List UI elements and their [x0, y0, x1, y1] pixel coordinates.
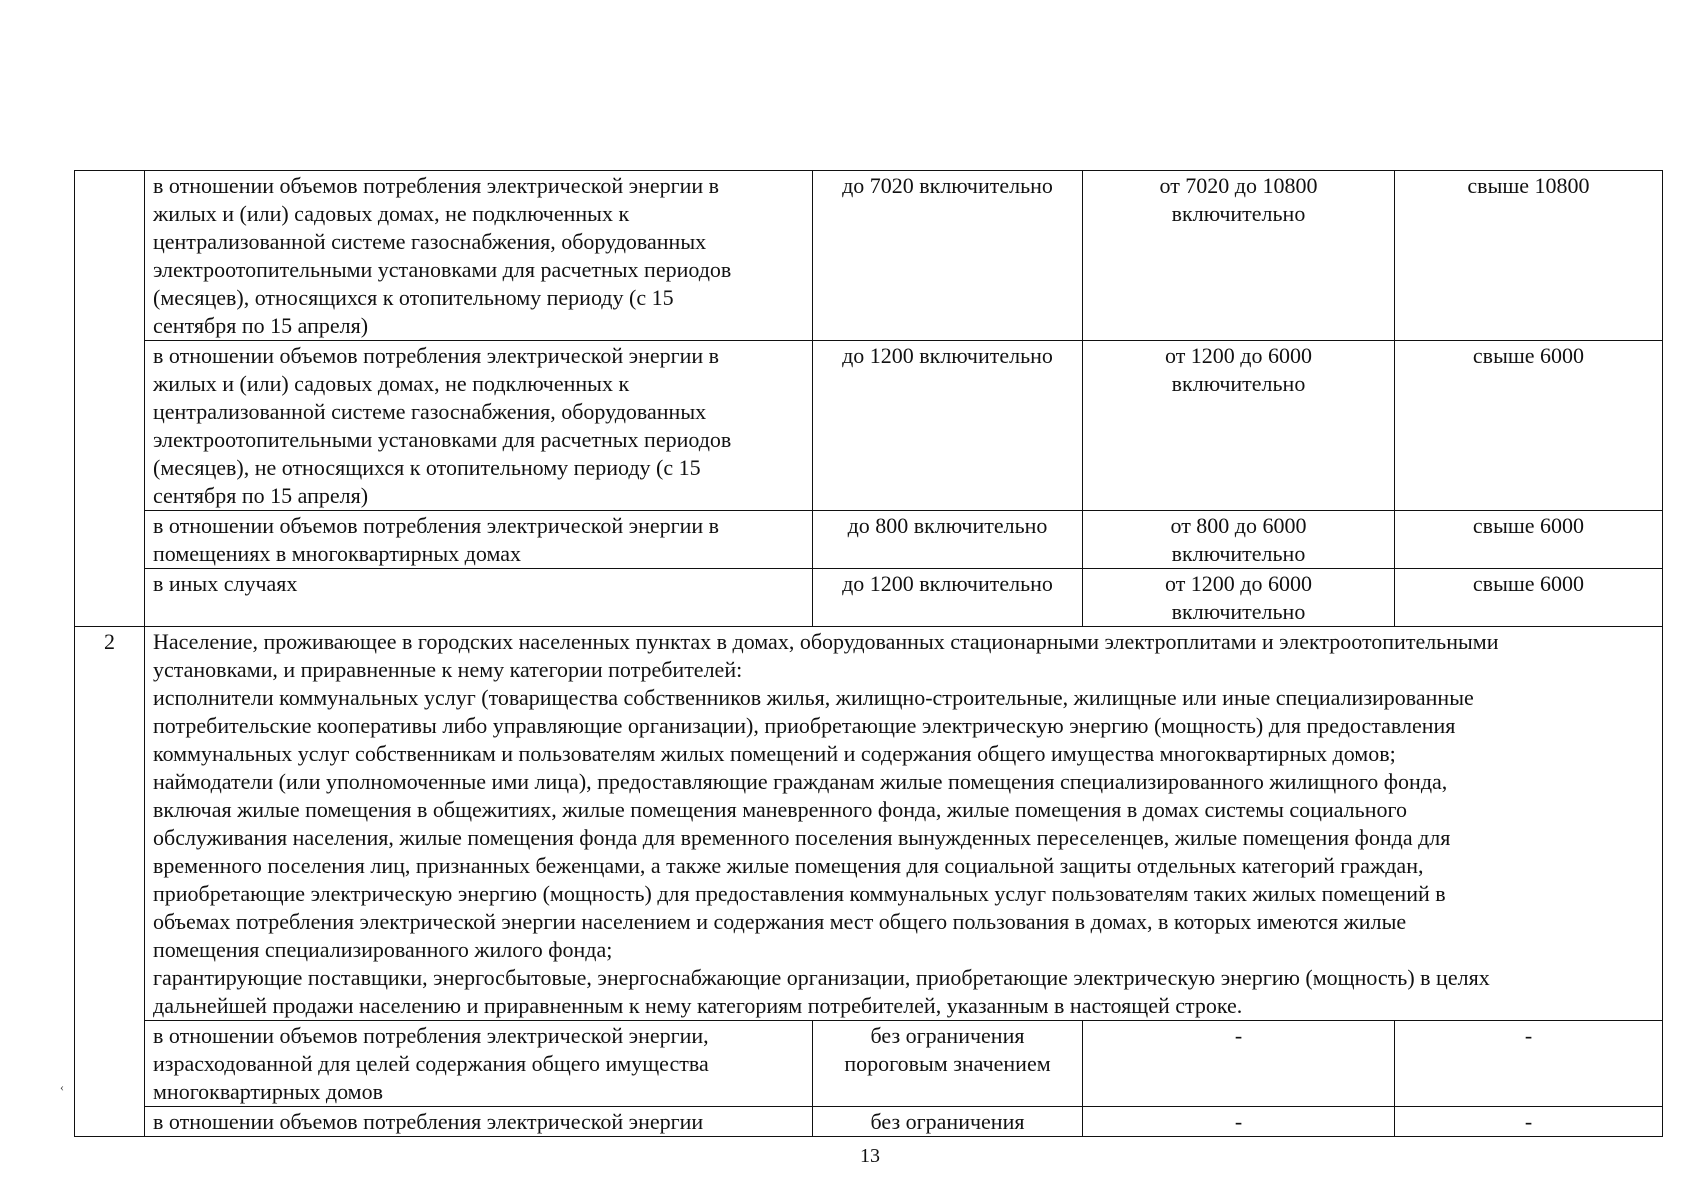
table-row — [75, 341, 1663, 511]
section-row — [75, 627, 1663, 1021]
threshold-range-2: от 1200 до 6000 включительно — [1083, 569, 1395, 627]
category-cell: в отношении объемов потребления электрической энергии — [145, 1107, 813, 1137]
threshold-range-3: свыше 6000 — [1395, 341, 1663, 511]
threshold-range-3: - — [1395, 1107, 1663, 1137]
section-number: 2 — [75, 627, 145, 1137]
section-description: Население, проживающее в городских населенных пунктах в домах, оборудованных стационарными электроплитами и электроотопительными установками, и приравненные к нему категории потребителей: исполнители коммунальных услуг (товарищества собственников жилья, жилищно-строительные, жилищные или иные специализированные потребительские кооперативы либо управляющие организации), приобретающие электрическую энергию (мощность) для предоставления коммунальных услуг собственникам и пользователям жилых помещений и содержания общего имущества многоквартирных домов; наймодатели (или уполномоченные ими лица), предоставляющие гражданам жилые помещения специализированного жилищного фонда, включая жилые помещения в общежитиях, жилые помещения маневренного фонда, жилые помещения в домах системы социального обслуживания населения, жилые помещения фонда для временного поселения вынужденных переселенцев, жилые помещения фонда для временного поселения лиц, признанных беженцами, а также жилые помещения для социальной защиты отдельных категорий граждан, приобретающие электрическую энергию (мощность) для предоставления коммунальных услуг пользователям таких жилых помещений в объемах потребления электрической энергии населением и содержания мест общего пользования в домах, в которых имеются жилые помещения специализированного жилого фонда; гарантирующие поставщики, энергосбытовые, энергоснабжающие организации, приобретающие электрическую энергию (мощность) в целях дальнейшей продажи населению и приравненным к нему категориям потребителей, указанным в настоящей строке. — [145, 627, 1663, 1021]
threshold-range-2: - — [1083, 1021, 1395, 1107]
category-cell: в отношении объемов потребления электрической энергии, израсходованной для целей содержания общего имущества многоквартирных домов — [145, 1021, 813, 1107]
threshold-range-1: до 1200 включительно — [813, 341, 1083, 511]
threshold-range-1: без ограничения пороговым значением — [813, 1021, 1083, 1107]
threshold-range-2: - — [1083, 1107, 1395, 1137]
threshold-range-3: свыше 10800 — [1395, 171, 1663, 341]
threshold-range-3: - — [1395, 1021, 1663, 1107]
threshold-range-2: от 800 до 6000 включительно — [1083, 511, 1395, 569]
tariff-table — [74, 170, 1663, 1137]
threshold-range-2: от 7020 до 10800 включительно — [1083, 171, 1395, 341]
category-cell: в отношении объемов потребления электрической энергии в жилых и (или) садовых домах, не подключенных к централизованной системе газоснабжения, оборудованных электроотопительными установками для расчетных периодов (месяцев), не относящихся к отопительному периоду (с 15 сентября по 15 апреля) — [145, 341, 813, 511]
table-row — [75, 1021, 1663, 1107]
threshold-range-3: свыше 6000 — [1395, 569, 1663, 627]
threshold-range-1: без ограничения — [813, 1107, 1083, 1137]
table-row — [75, 511, 1663, 569]
table-row — [75, 171, 1663, 341]
page-number: 13 — [860, 1145, 880, 1167]
category-cell: в отношении объемов потребления электрической энергии в жилых и (или) садовых домах, не подключенных к централизованной системе газоснабжения, оборудованных электроотопительными установками для расчетных периодов (месяцев), относящихся к отопительному периоду (с 15 сентября по 15 апреля) — [145, 171, 813, 341]
threshold-range-1: до 1200 включительно — [813, 569, 1083, 627]
threshold-range-3: свыше 6000 — [1395, 511, 1663, 569]
threshold-range-2: от 1200 до 6000 включительно — [1083, 341, 1395, 511]
category-cell: в отношении объемов потребления электрической энергии в помещениях в многоквартирных домах — [145, 511, 813, 569]
row-number-cell — [75, 171, 145, 627]
table-row — [75, 569, 1663, 627]
table-row — [75, 1107, 1663, 1137]
category-cell: в иных случаях — [145, 569, 813, 627]
scan-speck: ‹ — [60, 1080, 64, 1094]
threshold-range-1: до 7020 включительно — [813, 171, 1083, 341]
threshold-range-1: до 800 включительно — [813, 511, 1083, 569]
